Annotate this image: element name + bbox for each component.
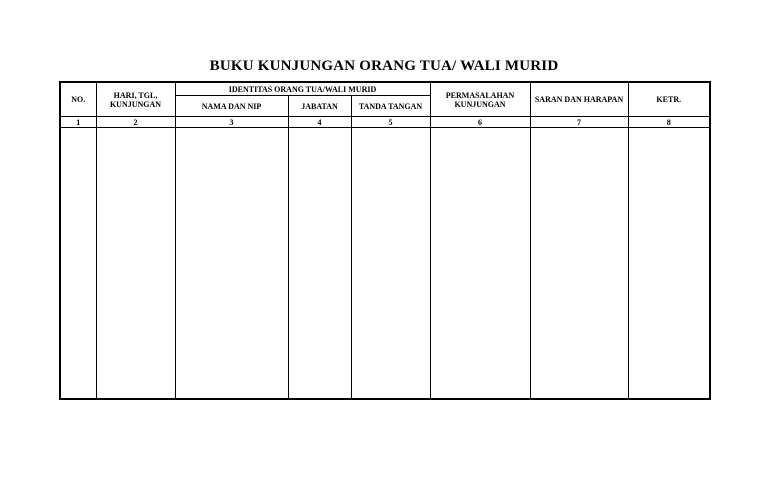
column-number: 8 — [628, 117, 710, 128]
table-row — [60, 128, 710, 400]
entry-cell-no — [60, 128, 96, 400]
column-number: 7 — [530, 117, 628, 128]
header-no: NO. — [60, 82, 96, 117]
header-jabatan: JABATAN — [288, 96, 351, 117]
column-number: 1 — [60, 117, 96, 128]
header-tanda-tangan: TANDA TANGAN — [351, 96, 430, 117]
page-title: BUKU KUNJUNGAN ORANG TUA/ WALI MURID — [209, 58, 559, 74]
entry-cell-nama — [175, 128, 288, 400]
entry-cell-ketr — [628, 128, 710, 400]
column-number: 5 — [351, 117, 430, 128]
header-saran-dan-harapan: SARAN DAN HARAPAN — [530, 82, 628, 117]
header-hari-tgl-kunjungan: HARI, TGL, KUNJUNGAN — [96, 82, 175, 117]
column-number: 6 — [430, 117, 530, 128]
header-identitas-orang-tua: IDENTITAS ORANG TUA/WALI MURID — [175, 82, 430, 96]
entry-cell-saran — [530, 128, 628, 400]
entry-cell-tanda — [351, 128, 430, 400]
entry-cell-jabatan — [288, 128, 351, 400]
header-ketr: KETR. — [628, 82, 710, 117]
header-nama-dan-nip: NAMA DAN NIP — [175, 96, 288, 117]
column-number: 2 — [96, 117, 175, 128]
entry-cell-permasalahan — [430, 128, 530, 400]
entry-cell-hari — [96, 128, 175, 400]
column-number: 3 — [175, 117, 288, 128]
visit-log-table — [59, 81, 711, 400]
header-permasalahan-kunjungan: PERMASALAHAN KUNJUNGAN — [430, 82, 530, 117]
column-number: 4 — [288, 117, 351, 128]
column-number-row — [60, 117, 710, 128]
